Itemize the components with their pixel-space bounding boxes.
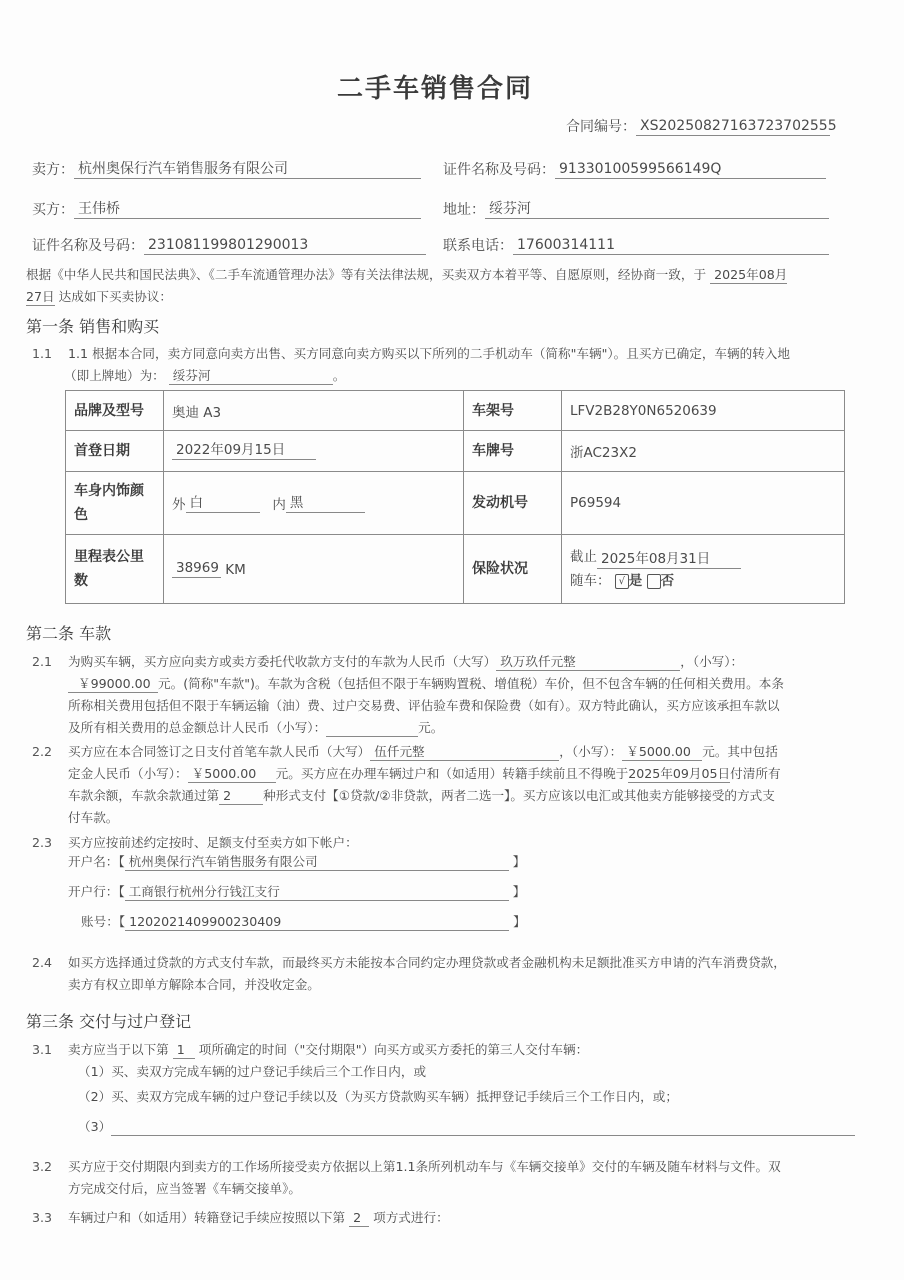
clause-text: 定金人民币（小写）： xyxy=(68,766,188,781)
bank-label: 开户行：【 xyxy=(68,884,125,899)
clause-text: 。 xyxy=(332,368,346,383)
seller-label: 卖方： xyxy=(32,162,74,178)
bank-name: 工商银行杭州分行钱江支行 xyxy=(125,883,509,901)
option-1: （1）买、卖双方完成车辆的过户登记手续后三个工作日内，或 xyxy=(78,1064,427,1079)
option-2: （2）买、卖双方完成车辆的过户登记手续以及（为买方贷款购买车辆）抵押登记手续后三个工作日内，或； xyxy=(78,1089,678,1104)
clause-2-2-l4: 付车款。 xyxy=(68,810,119,825)
clause-text: 买方应在本合同签订之日支付首笔车款人民币（大写） xyxy=(68,744,371,759)
clause-2-1-l3: 所称相关费用包括但不限于车辆运输（油）费、过户交易费、评估验车费和保险费（如有）。双方特此确认，买方应该承担车款以 xyxy=(68,698,780,713)
account-name: 杭州奥保行汽车销售服务有限公司 xyxy=(125,853,509,871)
brand-label: 品牌及型号 xyxy=(66,391,164,431)
intro-line-2 xyxy=(26,288,172,306)
clause-text: 元。其中包括 xyxy=(702,744,778,759)
color-cell xyxy=(164,472,464,535)
clause-2-3 xyxy=(32,834,358,852)
clause-3-3 xyxy=(32,1209,449,1227)
contract-number-label: 合同编号： xyxy=(566,119,636,135)
vin: LFV2B28Y0N6520639 xyxy=(562,391,845,431)
color-label: 车身内饰颜色 xyxy=(66,472,164,535)
clause-number: 2.1 xyxy=(32,654,53,669)
clause-number: 2.3 xyxy=(32,835,53,850)
clause-text: 车款余额，车款余款通过第 xyxy=(68,788,220,803)
clause-2-4-l2: 卖方有权立即单方解除本合同，并没收定金。 xyxy=(68,977,320,992)
price: ￥99000.00 xyxy=(68,675,158,693)
clause-3-1 xyxy=(32,1041,588,1059)
clause-text: 买方应按前述约定按时、足额支付至卖方如下帐户： xyxy=(68,835,358,850)
intro-line-1 xyxy=(26,266,787,284)
plate-label: 车牌号 xyxy=(464,431,562,472)
plate-number: 浙AC23X2 xyxy=(562,431,845,472)
bracket: 】 xyxy=(512,884,526,899)
clause-text: 项方式进行： xyxy=(373,1210,449,1225)
mileage-label: 里程表公里数 xyxy=(66,535,164,604)
first-registration-date: 2022年09月15日 xyxy=(172,442,316,460)
clause-number: 3.3 xyxy=(32,1210,53,1225)
clause-text: 种形式支付【①贷款/②非贷款，两者二选一】。买方应该以电汇或其他卖方能够接受的方式支 xyxy=(263,788,775,803)
clause-2-2-l2 xyxy=(68,765,781,783)
no-label: 否 xyxy=(660,573,675,589)
buyer-label: 买方： xyxy=(32,202,74,218)
document-title: 二手车销售合同 xyxy=(336,74,533,104)
clause-3-2 xyxy=(32,1158,781,1176)
exterior-color: 白 xyxy=(186,495,260,513)
sign-date-part1: 2025年08月 xyxy=(710,266,787,284)
clause-text: 如买方选择通过贷款的方式支付车款，而最终买方未能按本合同约定办理贷款或者金融机构未足额批准买方申请的汽车消费贷款， xyxy=(68,955,786,970)
balance-due-date: 2025年09月05日 xyxy=(628,766,731,781)
clause-text: 元。买方应在办理车辆过户和（如适用）转籍手续前且不得晚于 xyxy=(275,766,629,781)
interior-color: 黑 xyxy=(286,495,365,513)
buyer-address-row xyxy=(443,201,829,219)
sign-date-part2: 27日 xyxy=(26,289,55,304)
buyer-row xyxy=(32,201,421,219)
clause-1-1-cont xyxy=(64,367,345,385)
first-registration-label: 首登日期 xyxy=(66,431,164,472)
seller-row xyxy=(32,161,421,179)
first-payment-uppercase: 伍仟元整 xyxy=(370,743,559,761)
engine-label: 发动机号 xyxy=(464,472,562,535)
engine-number: P69594 xyxy=(562,472,845,535)
option-3-blank xyxy=(111,1135,855,1136)
yes-checkbox[interactable]: √ xyxy=(615,574,629,589)
insurance-label: 保险状况 xyxy=(464,535,562,604)
mileage: 38969 xyxy=(172,560,221,578)
address-label: 地址： xyxy=(443,202,485,218)
bracket: 】 xyxy=(512,854,526,869)
clause-text: 项所确定的时间（"交付期限"）向买方或买方委托的第三人交付车辆： xyxy=(198,1042,589,1057)
account-name-label: 开户名：【 xyxy=(68,854,125,869)
total-amount xyxy=(326,736,418,737)
clause-text: 及所有相关费用的总金额总计人民币（小写）： xyxy=(68,720,327,735)
clause-text: ，（小写）： xyxy=(680,654,744,669)
brand-model: 奥迪 A3 xyxy=(164,391,464,431)
mileage-cell xyxy=(164,535,464,604)
clause-2-4 xyxy=(32,954,786,972)
yes-label: 是 xyxy=(628,573,643,589)
clause-2-1-l4 xyxy=(68,719,443,737)
bank-row xyxy=(68,883,525,901)
buyer-id-row xyxy=(32,237,426,255)
deposit: ￥5000.00 xyxy=(188,765,276,783)
clause-text: 为购买车辆，买方应向卖方或卖方委托代收款方支付的车款为人民币（大写） xyxy=(68,654,497,669)
vehicle-info-table xyxy=(65,390,845,604)
insurance-until-label: 截止 xyxy=(570,549,597,565)
intro-text-2: 达成如下买卖协议： xyxy=(58,289,172,304)
contract-number: XS20250827163723702555 xyxy=(636,118,830,136)
clause-text: （即上牌地）为： xyxy=(64,368,165,383)
seller-id-row xyxy=(443,161,826,179)
insurance-cell xyxy=(562,535,845,604)
clause-text: 卖方应当于以下第 xyxy=(68,1042,169,1057)
clause-text: 付清所有 xyxy=(730,766,781,781)
section-2-heading: 第二条 车款 xyxy=(26,624,112,643)
option-3 xyxy=(78,1118,855,1136)
account-number-row xyxy=(81,913,526,931)
clause-number: 2.2 xyxy=(32,744,53,759)
vin-label: 车架号 xyxy=(464,391,562,431)
clause-text: 车辆过户和（如适用）转籍登记手续应按照以下第 xyxy=(68,1210,346,1225)
option-3-label: （3） xyxy=(78,1119,112,1134)
delivery-item: 1 xyxy=(173,1041,195,1059)
seller-name: 杭州奥保行汽车销售服务有限公司 xyxy=(74,161,421,179)
clause-3-2-l2: 方完成交付后，应当签署《车辆交接单》。 xyxy=(68,1181,301,1196)
clause-number: 3.1 xyxy=(32,1042,53,1057)
clause-number: 3.2 xyxy=(32,1159,53,1174)
buyer-id: 231081199801290013 xyxy=(144,237,426,255)
payment-method: 2 xyxy=(219,787,263,805)
phone-label: 联系电话： xyxy=(443,238,513,254)
section-1-heading: 第一条 销售和购买 xyxy=(26,317,160,336)
contract-number-row xyxy=(566,118,837,136)
clause-text: 买方应于交付期限内到卖方的工作场所接受卖方依据以上第1.1条所列机动车与《车辆交接单》交付的车辆及随车材料与文件。双 xyxy=(68,1159,781,1174)
interior-label: 内 xyxy=(272,497,286,513)
account-number: 1202021409900230409 xyxy=(125,913,509,931)
mileage-unit: KM xyxy=(225,562,246,578)
intro-text: 根据《中华人民共和国民法典》、《二手车流通管理办法》等有关法律法规，买卖双方本着平等、自愿原则，经协商一致，于 xyxy=(26,267,707,282)
first-registration-cell xyxy=(164,431,464,472)
account-name-row xyxy=(68,853,525,871)
buyer-id-label: 证件名称及号码： xyxy=(32,238,144,254)
with-car-label: 随车： xyxy=(570,573,611,589)
clause-text: 元。 xyxy=(418,720,444,735)
transfer-item: 2 xyxy=(349,1209,369,1227)
clause-number: 1.1 xyxy=(32,346,53,361)
clause-text: 元。(简称"车款")。车款为含税（包括但不限于车辆购置税、增值税）车价，但不包含车辆的任何相关费用。本条 xyxy=(158,676,784,691)
clause-2-1 xyxy=(32,653,743,671)
buyer-name: 王伟桥 xyxy=(74,201,421,219)
insurance-until-date: 2025年08月31日 xyxy=(597,551,741,569)
clause-2-1-l2 xyxy=(68,675,784,693)
bracket: 】 xyxy=(513,914,526,929)
buyer-address: 绥芬河 xyxy=(485,201,829,219)
seller-id-label: 证件名称及号码： xyxy=(443,162,555,178)
clause-1-1 xyxy=(32,345,790,363)
section-3-heading: 第三条 交付与过户登记 xyxy=(26,1012,192,1031)
clause-2-2 xyxy=(32,743,778,761)
seller-id: 91330100599566149Q xyxy=(555,161,826,179)
first-payment: ￥5000.00 xyxy=(622,743,702,761)
buyer-phone: 17600314111 xyxy=(513,237,829,255)
buyer-phone-row xyxy=(443,237,829,255)
price-uppercase: 玖万玖仟元整 xyxy=(496,653,680,671)
registration-place: 绥芬河 xyxy=(169,367,333,385)
account-number-label: 账号：【 xyxy=(81,914,126,929)
clause-text: 1.1 根据本合同，卖方同意向卖方出售、买方同意向卖方购买以下所列的二手机动车（简称"车辆"）。且买方已确定，车辆的转入地 xyxy=(68,346,790,361)
clause-2-2-l3 xyxy=(68,787,775,805)
no-checkbox[interactable] xyxy=(647,574,661,589)
exterior-label: 外 xyxy=(172,497,186,513)
clause-number: 2.4 xyxy=(32,955,53,970)
clause-text: ，（小写）： xyxy=(559,744,623,759)
